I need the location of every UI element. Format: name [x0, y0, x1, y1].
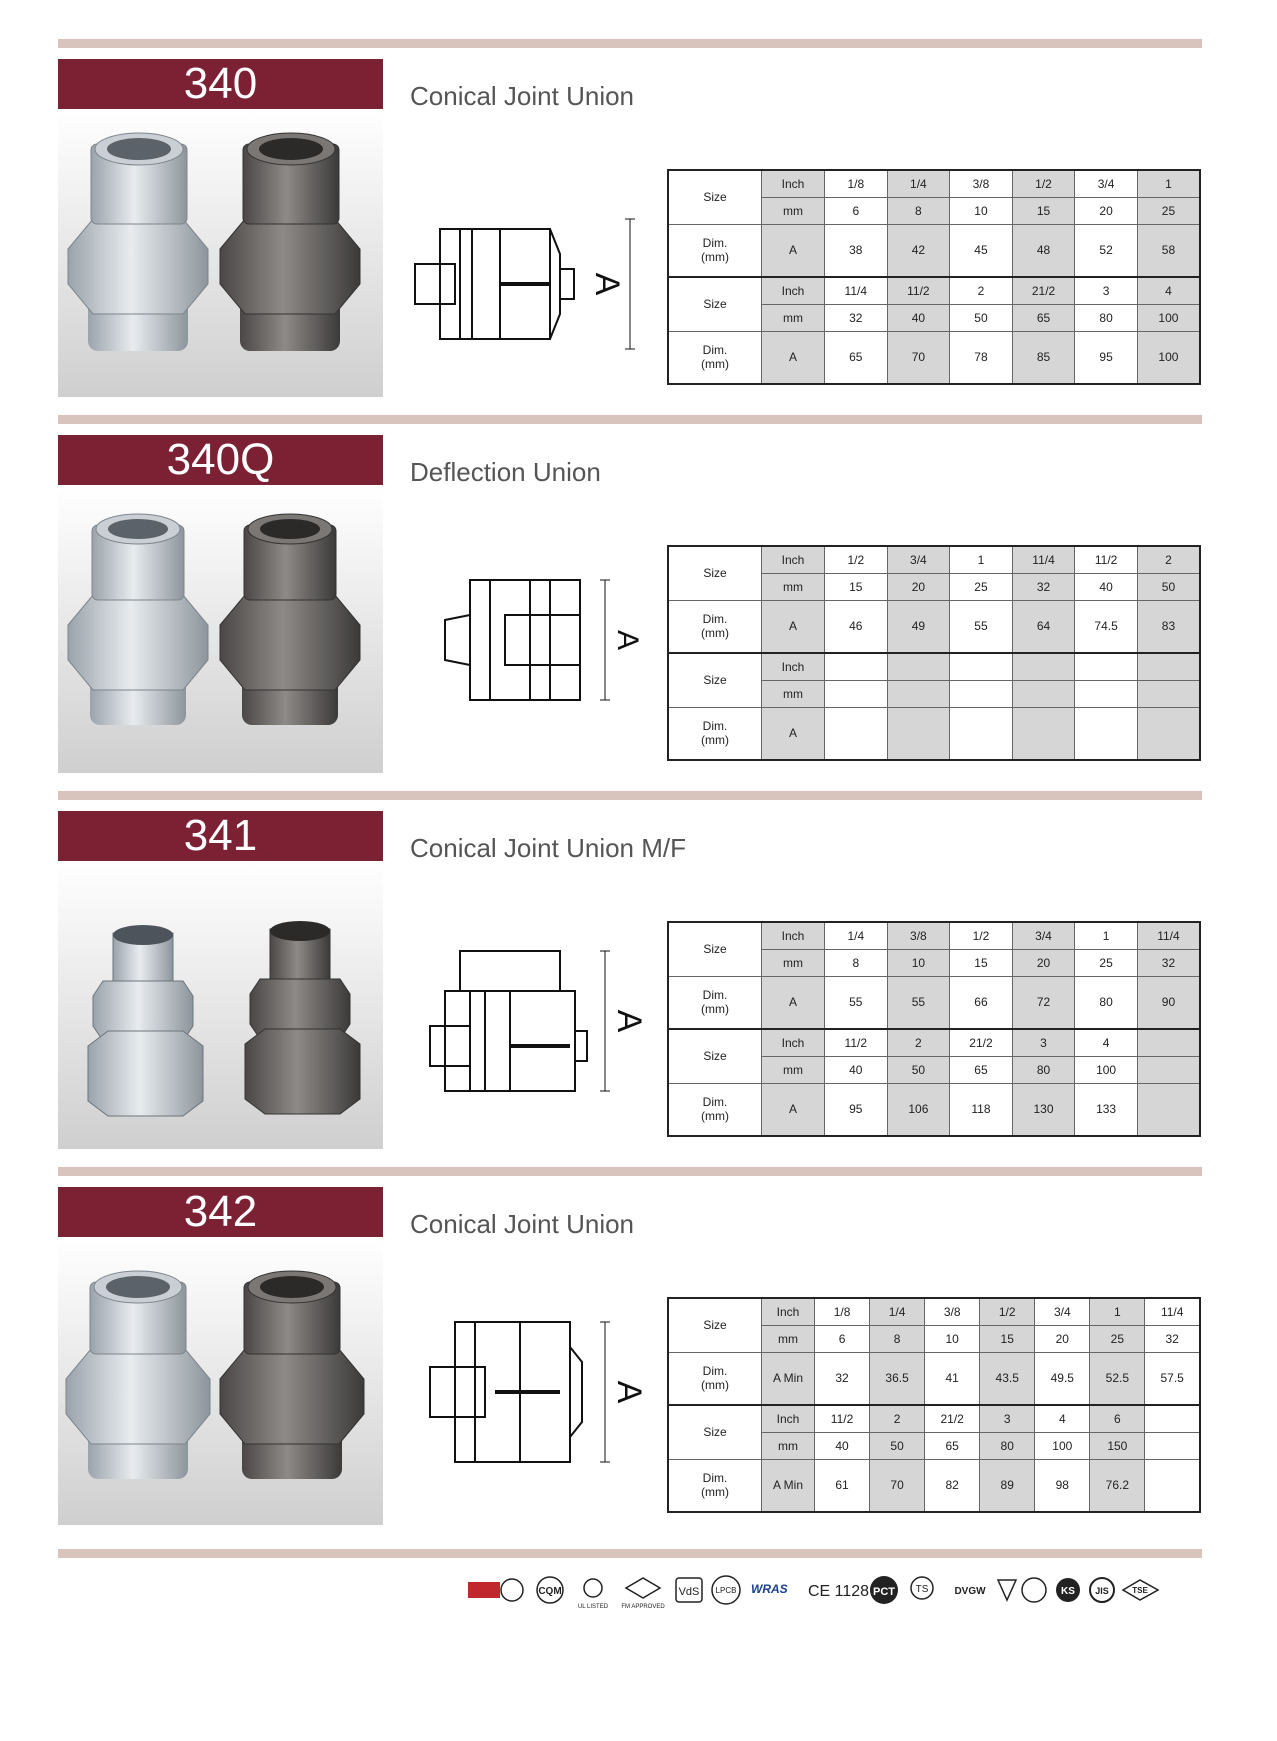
cell: 20 [887, 574, 950, 601]
cell [1137, 681, 1200, 708]
cell: 150 [1090, 1433, 1145, 1460]
cell: 11/2 [825, 1029, 888, 1057]
cell: 52 [1075, 224, 1138, 277]
product-photo [58, 861, 383, 1149]
cell [1075, 707, 1138, 760]
cell: 74.5 [1075, 600, 1138, 653]
cell: 50 [870, 1433, 925, 1460]
cell: 55 [950, 600, 1013, 653]
dim-unit: (mm) [701, 1378, 729, 1393]
technical-drawing [410, 209, 660, 359]
dim-unit: (mm) [701, 357, 729, 372]
cell: 6 [815, 1326, 870, 1353]
cell: 49.5 [1035, 1352, 1090, 1405]
cell: 65 [950, 1057, 1013, 1084]
cell: 66 [950, 976, 1013, 1029]
cell: 1 [950, 546, 1013, 574]
spec-table [667, 1297, 1201, 1513]
dim-unit: (mm) [701, 733, 729, 748]
dim-label: Dim. [702, 236, 728, 251]
cell: 15 [980, 1326, 1035, 1353]
cell: 65 [825, 331, 888, 384]
cell: 15 [825, 574, 888, 601]
cell: 3/8 [925, 1298, 980, 1326]
mm-label: mm [762, 681, 825, 708]
cell [1137, 1057, 1200, 1084]
cell: 1/8 [825, 170, 888, 198]
cell: 70 [887, 331, 950, 384]
product-code: 340 [58, 59, 383, 109]
cell: 36.5 [870, 1352, 925, 1405]
spec-table [667, 545, 1201, 761]
cell: 95 [1075, 331, 1138, 384]
cell: 48 [1012, 224, 1075, 277]
cell: 58 [1137, 224, 1200, 277]
cell: 25 [1075, 950, 1138, 977]
cell: 100 [1137, 305, 1200, 332]
product-photo [58, 109, 383, 397]
inch-label: Inch [762, 1029, 825, 1057]
dim-label: Dim. [702, 1471, 728, 1486]
cell: 2 [887, 1029, 950, 1057]
cell: 55 [825, 976, 888, 1029]
cell: 85 [1012, 331, 1075, 384]
cell: 32 [1137, 950, 1200, 977]
cell: 46 [825, 600, 888, 653]
cell: 40 [825, 1057, 888, 1084]
cell: 40 [1075, 574, 1138, 601]
cell: 45 [950, 224, 1013, 277]
ul-logo-icon [584, 1579, 602, 1597]
inch-label: Inch [762, 170, 825, 198]
cell [1012, 653, 1075, 681]
cert-tse: TSE [1132, 1586, 1148, 1595]
cell: 78 [950, 331, 1013, 384]
cell [887, 707, 950, 760]
cell: 70 [870, 1459, 925, 1512]
cell [1137, 707, 1200, 760]
cell: 1/2 [825, 546, 888, 574]
cell [1145, 1405, 1200, 1433]
dim-unit: (mm) [701, 626, 729, 641]
cell: 49 [887, 600, 950, 653]
cell: 80 [1012, 1057, 1075, 1084]
cell: 50 [1137, 574, 1200, 601]
cell: 3 [1075, 277, 1138, 305]
cell: 64 [1012, 600, 1075, 653]
cell: 32 [1145, 1326, 1200, 1353]
section-divider [58, 39, 1202, 48]
technical-drawing [410, 565, 660, 715]
cell [1137, 1083, 1200, 1136]
cell: 21/2 [950, 1029, 1013, 1057]
cell: 82 [925, 1459, 980, 1512]
cell: 98 [1035, 1459, 1090, 1512]
cell [1075, 681, 1138, 708]
cert-lpcb: LPCB [715, 1586, 737, 1595]
cell: 43.5 [980, 1352, 1035, 1405]
mm-label: mm [762, 1057, 825, 1084]
seal-logo-icon [501, 1579, 523, 1601]
product-title: Deflection Union [410, 457, 601, 487]
cell: 21/2 [925, 1405, 980, 1433]
cell: 32 [1012, 574, 1075, 601]
kitemark-logo-icon [998, 1580, 1016, 1600]
cell: 89 [980, 1459, 1035, 1512]
seal-2-logo-icon [1022, 1578, 1046, 1602]
cell: 8 [887, 198, 950, 225]
cell: 52.5 [1090, 1352, 1145, 1405]
mm-label: mm [762, 1326, 815, 1353]
section-divider [58, 1167, 1202, 1176]
cell: 32 [825, 305, 888, 332]
cell: 100 [1137, 331, 1200, 384]
cell [950, 707, 1013, 760]
cell [825, 653, 888, 681]
cell: 57.5 [1145, 1352, 1200, 1405]
cell: 4 [1137, 277, 1200, 305]
cell: 80 [1075, 976, 1138, 1029]
cell: 3/8 [887, 922, 950, 950]
dimension-label: A [610, 1009, 648, 1033]
mm-label: mm [762, 305, 825, 332]
cell: 11/2 [1075, 546, 1138, 574]
dim-header [668, 1352, 762, 1405]
size-header: Size [668, 1405, 762, 1459]
cell [887, 653, 950, 681]
product-title: Conical Joint Union [410, 81, 635, 111]
technical-drawing [410, 941, 660, 1101]
dim-row-label: A [762, 707, 825, 760]
cert-fm: FM APPROVED [621, 1604, 665, 1610]
size-header: Size [668, 1029, 762, 1083]
cert-vds: VdS [678, 1586, 700, 1598]
cell: 1/4 [870, 1298, 925, 1326]
cell: 1 [1137, 170, 1200, 198]
cell: 3/8 [950, 170, 1013, 198]
cell: 10 [925, 1326, 980, 1353]
product-section-341 [0, 791, 1277, 1167]
dimension-label: A [588, 272, 626, 296]
mm-label: mm [762, 198, 825, 225]
cell: 11/4 [1012, 546, 1075, 574]
cell: 50 [950, 305, 1013, 332]
cell: 3/4 [887, 546, 950, 574]
product-section-340q [0, 415, 1277, 791]
dim-row-label: A Min [762, 1459, 815, 1512]
cell: 118 [950, 1083, 1013, 1136]
cert-cqm: CQM [538, 1586, 562, 1597]
cell: 8 [825, 950, 888, 977]
spec-table [667, 169, 1201, 385]
dim-row-label: A [762, 1083, 825, 1136]
cell: 50 [887, 1057, 950, 1084]
cell: 40 [815, 1433, 870, 1460]
size-header: Size [668, 546, 762, 600]
cell [1012, 681, 1075, 708]
section-divider [58, 415, 1202, 424]
cell: 1/2 [1012, 170, 1075, 198]
cell: 61 [815, 1459, 870, 1512]
cell: 20 [1012, 950, 1075, 977]
cell: 2 [950, 277, 1013, 305]
cert-ce: CE 1128 [808, 1583, 870, 1600]
product-title: Conical Joint Union [410, 1209, 635, 1239]
cert-wras: WRAS [751, 1582, 788, 1596]
inch-label: Inch [762, 546, 825, 574]
cell [1145, 1433, 1200, 1460]
cell: 11/2 [887, 277, 950, 305]
cell [1137, 653, 1200, 681]
cell: 1/4 [825, 922, 888, 950]
product-photo [58, 485, 383, 773]
cell [825, 707, 888, 760]
dim-label: Dim. [702, 988, 728, 1003]
cell [887, 681, 950, 708]
cell: 10 [950, 198, 1013, 225]
inch-label: Inch [762, 277, 825, 305]
cell: 41 [925, 1352, 980, 1405]
product-code: 342 [58, 1187, 383, 1237]
product-code: 341 [58, 811, 383, 861]
cell: 38 [825, 224, 888, 277]
cell [825, 681, 888, 708]
cert-jis: JIS [1095, 1586, 1109, 1596]
dim-header [668, 1459, 762, 1512]
cert-dvgw: DVGW [954, 1586, 986, 1597]
cell: 72 [1012, 976, 1075, 1029]
dim-header [668, 1083, 762, 1136]
spec-table [667, 921, 1201, 1137]
inch-label: Inch [762, 1405, 815, 1433]
cell: 6 [1090, 1405, 1145, 1433]
cell: 40 [887, 305, 950, 332]
dim-row-label: A [762, 976, 825, 1029]
cell: 3/4 [1035, 1298, 1090, 1326]
dim-label: Dim. [702, 1364, 728, 1379]
product-section-340 [0, 39, 1277, 415]
size-header: Size [668, 277, 762, 331]
cell: 6 [825, 198, 888, 225]
cell: 1/4 [887, 170, 950, 198]
mm-label: mm [762, 574, 825, 601]
inch-label: Inch [762, 653, 825, 681]
inch-label: Inch [762, 1298, 815, 1326]
cell: 25 [950, 574, 1013, 601]
cell: 11/4 [825, 277, 888, 305]
section-divider [58, 791, 1202, 800]
fm-logo-icon [626, 1578, 660, 1598]
cell: 15 [950, 950, 1013, 977]
cell: 21/2 [1012, 277, 1075, 305]
cell [1137, 1029, 1200, 1057]
cell [950, 681, 1013, 708]
cell: 100 [1035, 1433, 1090, 1460]
dimension-label: A [611, 629, 644, 651]
dim-header [668, 600, 762, 653]
cell: 11/4 [1145, 1298, 1200, 1326]
size-header: Size [668, 170, 762, 224]
cell: 1/8 [815, 1298, 870, 1326]
dim-label: Dim. [702, 612, 728, 627]
cell: 1/2 [980, 1298, 1035, 1326]
dim-header [668, 707, 762, 760]
cell: 80 [980, 1433, 1035, 1460]
cell: 20 [1075, 198, 1138, 225]
dim-row-label: A [762, 600, 825, 653]
cell: 76.2 [1090, 1459, 1145, 1512]
dim-unit: (mm) [701, 1109, 729, 1124]
size-header: Size [668, 922, 762, 976]
mm-label: mm [762, 1433, 815, 1460]
dim-header [668, 331, 762, 384]
mm-label: mm [762, 950, 825, 977]
cell: 100 [1075, 1057, 1138, 1084]
dim-label: Dim. [702, 719, 728, 734]
dim-unit: (mm) [701, 250, 729, 265]
cell: 11/2 [815, 1405, 870, 1433]
cell: 15 [1012, 198, 1075, 225]
cell [1145, 1459, 1200, 1512]
dim-row-label: A Min [762, 1352, 815, 1405]
cell: 1/2 [950, 922, 1013, 950]
cell: 80 [1075, 305, 1138, 332]
cell: 130 [1012, 1083, 1075, 1136]
cell [950, 653, 1013, 681]
cell: 55 [887, 976, 950, 1029]
cell: 4 [1075, 1029, 1138, 1057]
certification-logos [468, 1574, 1204, 1614]
cell: 2 [870, 1405, 925, 1433]
cert-ts: TS [915, 1584, 929, 1595]
cell: 90 [1137, 976, 1200, 1029]
cert-ks: KS [1061, 1586, 1075, 1597]
cell: 42 [887, 224, 950, 277]
cell: 11/4 [1137, 922, 1200, 950]
product-code: 340Q [58, 435, 383, 485]
cell: 32 [815, 1352, 870, 1405]
cell: 3 [1012, 1029, 1075, 1057]
cell: 25 [1090, 1326, 1145, 1353]
cell: 4 [1035, 1405, 1090, 1433]
product-title: Conical Joint Union M/F [410, 833, 686, 863]
dim-row-label: A [762, 331, 825, 384]
dim-label: Dim. [702, 343, 728, 358]
cell: 65 [1012, 305, 1075, 332]
cell: 8 [870, 1326, 925, 1353]
dim-header [668, 976, 762, 1029]
cell: 133 [1075, 1083, 1138, 1136]
cert-ul: UL LISTED [577, 1604, 609, 1610]
cell: 1 [1090, 1298, 1145, 1326]
cell: 20 [1035, 1326, 1090, 1353]
cell: 3/4 [1012, 922, 1075, 950]
cert-pct: PCT [873, 1586, 895, 1598]
cell: 3/4 [1075, 170, 1138, 198]
dim-header [668, 224, 762, 277]
flag-logo-icon [468, 1582, 500, 1598]
cell: 25 [1137, 198, 1200, 225]
inch-label: Inch [762, 922, 825, 950]
dim-unit: (mm) [701, 1002, 729, 1017]
cell [1012, 707, 1075, 760]
cell: 10 [887, 950, 950, 977]
cell: 95 [825, 1083, 888, 1136]
size-header: Size [668, 1298, 762, 1352]
size-header: Size [668, 653, 762, 707]
product-section-342 [0, 1167, 1277, 1543]
cell: 83 [1137, 600, 1200, 653]
cell: 3 [980, 1405, 1035, 1433]
dim-label: Dim. [702, 1095, 728, 1110]
dimension-label: A [610, 1380, 648, 1404]
dim-row-label: A [762, 224, 825, 277]
footer-divider [58, 1549, 1202, 1558]
dim-unit: (mm) [701, 1485, 729, 1500]
cell: 1 [1075, 922, 1138, 950]
cell [1075, 653, 1138, 681]
cell: 2 [1137, 546, 1200, 574]
technical-drawing [410, 1307, 660, 1477]
cell: 106 [887, 1083, 950, 1136]
cell: 65 [925, 1433, 980, 1460]
product-photo [58, 1237, 383, 1525]
